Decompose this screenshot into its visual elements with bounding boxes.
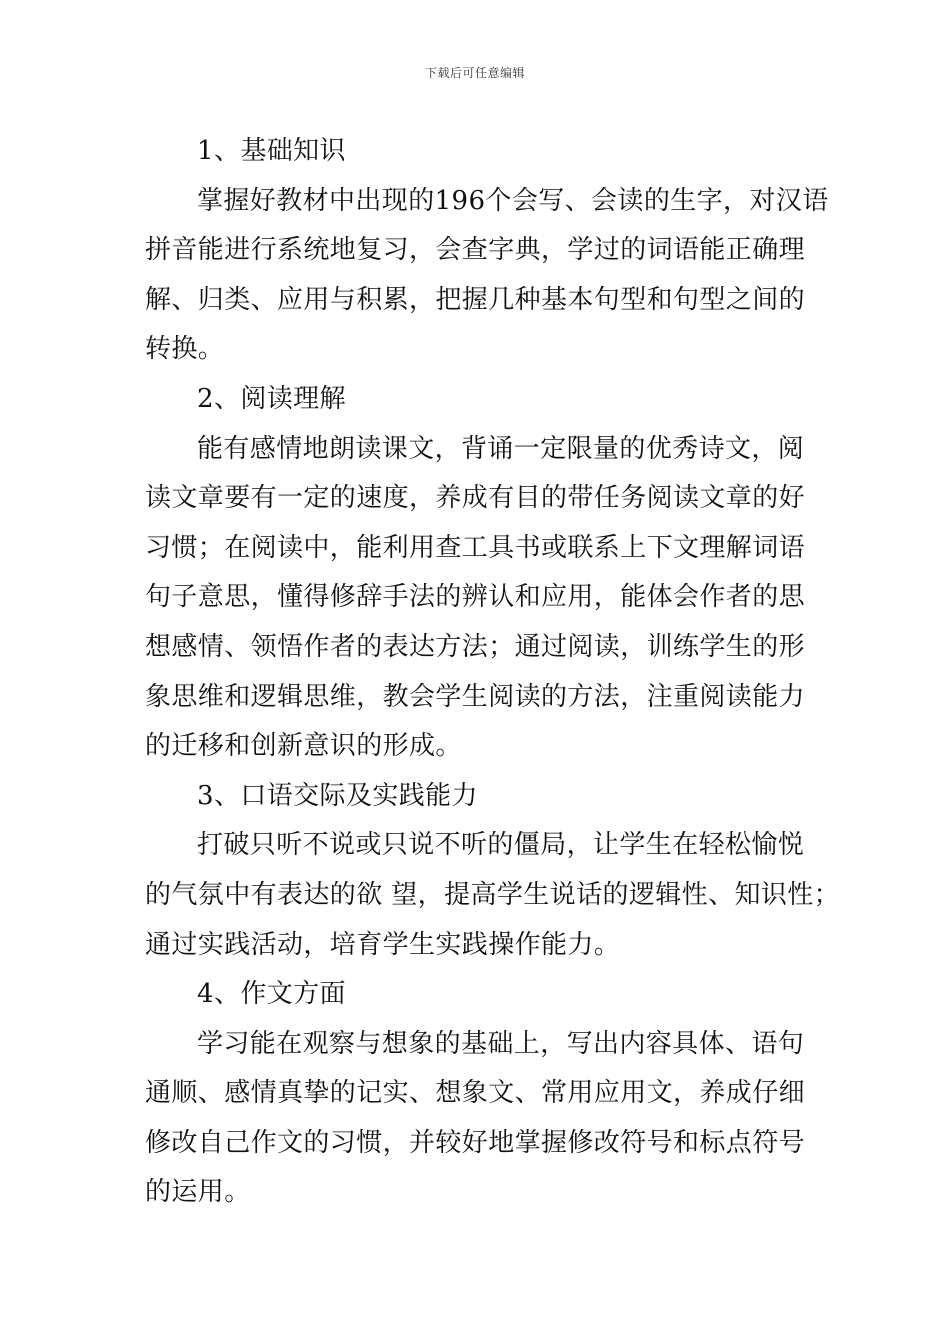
paragraph-line: 的运用。: [145, 1177, 251, 1208]
paragraph-line: 修改自己作文的习惯，并较好地掌握修改符号和标点符号: [145, 1127, 806, 1158]
heading-oral-communication: 3、口语交际及实践能力: [197, 780, 478, 811]
paragraph-line: 象思维和逻辑思维，教会学生阅读的方法，注重阅读能力: [145, 681, 806, 712]
paragraph-line: 习惯；在阅读中，能利用查工具书或联系上下文理解词语: [145, 532, 806, 563]
paragraph-line: 想感情、领悟作者的表达方法；通过阅读，训练学生的形: [145, 631, 806, 662]
paragraph-line: 打破只听不说或只说不听的僵局，让学生在轻松愉悦: [197, 830, 805, 861]
paragraph-line: 掌握好教材中出现的196个会写、会读的生字，对汉语: [197, 185, 829, 216]
paragraph-line: 能有感情地朗读课文，背诵一定限量的优秀诗文，阅: [197, 433, 805, 464]
header-note: 下载后可任意编辑: [424, 66, 525, 80]
paragraph-line: 的气氛中有表达的欲 望，提高学生说话的逻辑性、知识性；: [145, 879, 841, 910]
paragraph-line: 拼音能进行系统地复习，会查字典，学过的词语能正确理: [145, 235, 806, 266]
paragraph-line: 读文章要有一定的速度，养成有目的带任务阅读文章的好: [145, 483, 806, 514]
paragraph-line: 转换。: [145, 334, 225, 365]
document-body: [145, 127, 841, 1218]
paragraph-line: 学习能在观察与想象的基础上，写出内容具体、语句: [197, 1028, 805, 1059]
paragraph-line: 解、归类、应用与积累，把握几种基本句型和句型之间的: [145, 284, 806, 315]
heading-reading-comprehension: 2、阅读理解: [197, 383, 346, 414]
paragraph-line: 句子意思，懂得修辞手法的辨认和应用，能体会作者的思: [145, 582, 806, 613]
heading-composition: 4、作文方面: [197, 979, 346, 1010]
paragraph-line: 通过实践活动，培育学生实践操作能力。: [145, 929, 621, 960]
paragraph-line: 的迁移和创新意识的形成。: [145, 731, 462, 762]
heading-basic-knowledge: 1、基础知识: [197, 136, 346, 166]
paragraph-line: 通顺、感情真挚的记实、想象文、常用应用文，养成仔细: [145, 1078, 806, 1109]
